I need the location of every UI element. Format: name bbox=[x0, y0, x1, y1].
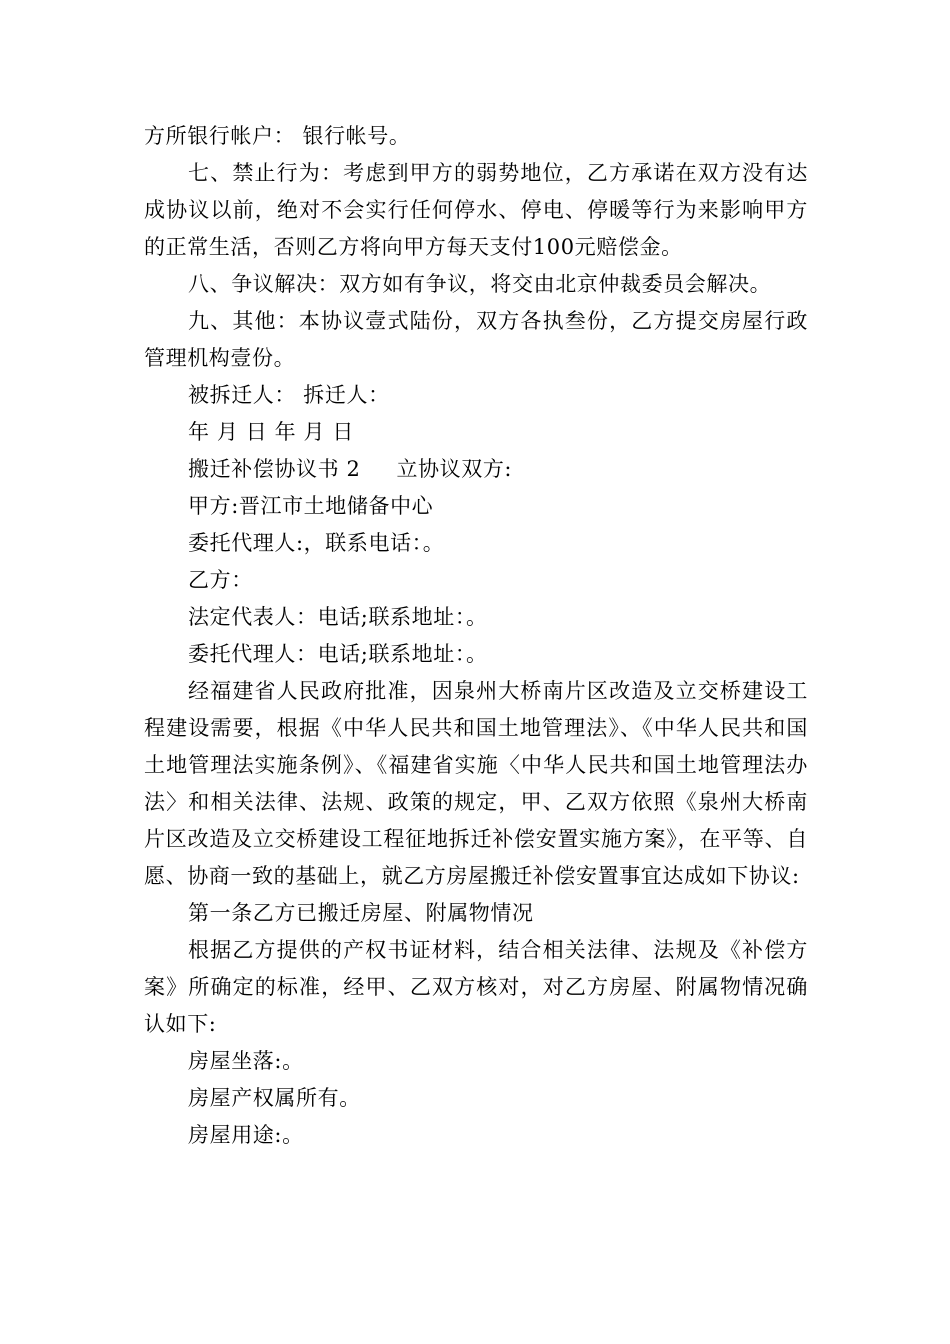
paragraph-bank-account: 方所银行帐户： 银行帐号。 bbox=[144, 124, 411, 148]
paragraph-clause-7-prohibited-acts: 七、禁止行为：考虑到甲方的弱势地位，乙方承诺在双方没有达成协议以前，绝对不会实行任何停水、停电、停暖等行为来影响甲方的正常生活，否则乙方将向甲方每天支付100元赔偿金。 bbox=[144, 161, 808, 259]
paragraph-house-location: 房屋坐落:。 bbox=[188, 1049, 304, 1073]
paragraph-party-b-legal-rep: 法定代表人：电话;联系地址：。 bbox=[188, 605, 488, 629]
document-body bbox=[144, 118, 808, 1154]
paragraph-party-a-agent: 委托代理人:，联系电话：。 bbox=[188, 531, 445, 555]
paragraph-signature-dates: 年 月 日 年 月 日 bbox=[188, 420, 354, 444]
paragraph-party-a: 甲方:晋江市土地储备中心 bbox=[188, 494, 434, 518]
agreement-2-parties-label: 立协议双方: bbox=[396, 457, 513, 481]
paragraph-clause-9-other: 九、其他：本协议壹式陆份，双方各执叁份，乙方提交房屋行政管理机构壹份。 bbox=[144, 309, 808, 370]
paragraph-signature-parties: 被拆迁人： 拆迁人： bbox=[188, 383, 390, 407]
paragraph-house-use: 房屋用途:。 bbox=[188, 1123, 304, 1147]
paragraph-party-b-agent: 委托代理人：电话;联系地址：。 bbox=[188, 642, 488, 666]
paragraph-house-ownership: 房屋产权属所有。 bbox=[188, 1086, 361, 1110]
paragraph-preamble: 经福建省人民政府批准，因泉州大桥南片区改造及立交桥建设工程建设需要，根据《中华人民共和国土地管理法》、《中华人民共和国土地管理法实施条例》、《福建省实施〈中华人民共和国土地管理法办法〉和相关法律、法规、政策的规定，甲、乙双方依照《泉州大桥南片区改造及立交桥建设工程征地拆迁补偿安置实施方案》，在平等、自愿、协商一致的基础上，就乙方房屋搬迁补偿安置事宜达成如下协议: bbox=[144, 679, 808, 888]
agreement-2-title: 搬迁补偿协议书 2 bbox=[188, 457, 361, 481]
paragraph-article-1-body: 根据乙方提供的产权书证材料，结合相关法律、法规及《补偿方案》所确定的标准，经甲、乙双方核对，对乙方房屋、附属物情况确认如下: bbox=[144, 938, 808, 1036]
paragraph-clause-8-dispute-resolution: 八、争议解决：双方如有争议，将交由北京仲裁委员会解决。 bbox=[188, 272, 772, 296]
paragraph-article-1-heading: 第一条乙方已搬迁房屋、附属物情况 bbox=[188, 901, 534, 925]
paragraph-party-b: 乙方： bbox=[188, 568, 253, 592]
paragraph-agreement-2-heading bbox=[144, 451, 808, 488]
